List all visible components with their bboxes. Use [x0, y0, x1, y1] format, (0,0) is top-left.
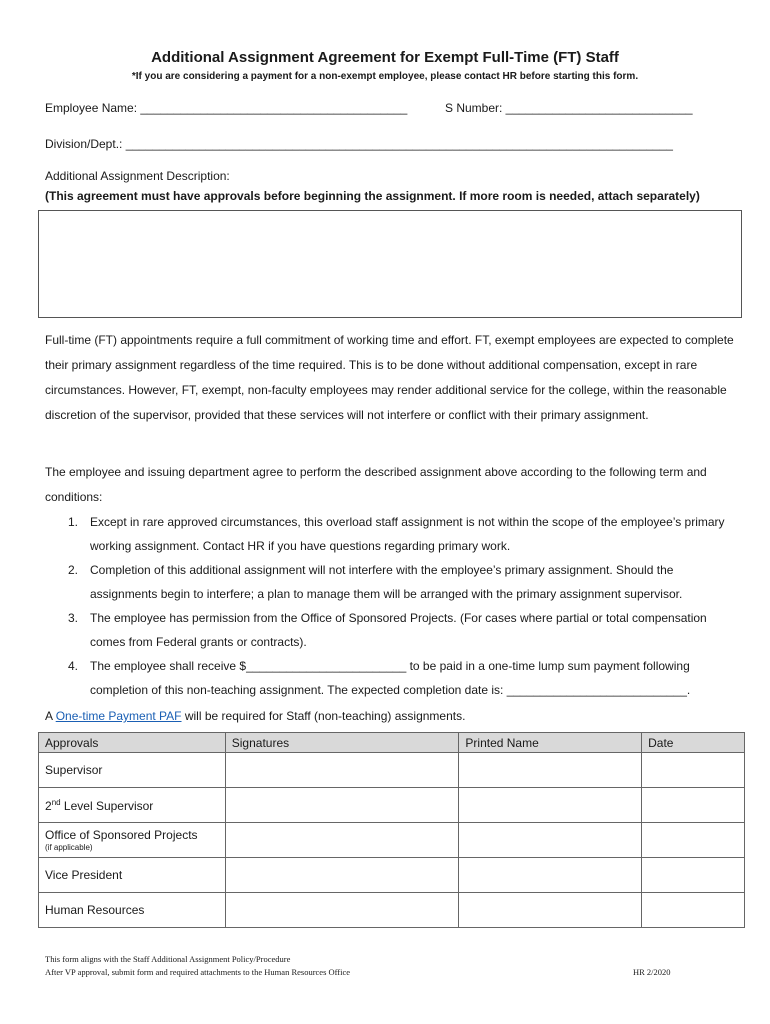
table-row — [39, 823, 745, 858]
printed-name-cell[interactable] — [459, 788, 642, 823]
division-field[interactable]: Division/Dept.: __________________________________________________________________________________ — [45, 137, 673, 151]
one-time-payment-paf-link[interactable]: One-time Payment PAF — [55, 709, 182, 723]
printed-name-cell[interactable] — [459, 858, 642, 893]
employee-name-field[interactable]: Employee Name: ________________________________________ — [45, 101, 408, 115]
role-suffix: Level Supervisor — [60, 798, 154, 813]
list-item — [45, 558, 735, 606]
approval-role — [39, 823, 226, 858]
list-item — [45, 606, 735, 654]
date-cell[interactable] — [642, 893, 745, 928]
signature-cell[interactable] — [225, 753, 459, 788]
role-note: (if applicable) — [45, 843, 93, 852]
term-text: Completion of this additional assignment will not interfere with the employee’s primary assignment. Should the assignments begin to interfere; a plan to manage them will be arranged with the primary assignment supervisor. — [90, 563, 683, 601]
intro-paragraph: Full-time (FT) appointments require a full commitment of working time and effort. FT, exempt employees are expected to complete their primary assignment regardless of the time required. This is to be done without additional compensation, except in rare circumstances. However, FT, exempt, non-faculty employees may render additional service for the college, within the reasonable discretion of the supervisor, provided that these services will not interfere or conflict with their primary assignment. — [45, 333, 734, 422]
table-row — [39, 893, 745, 928]
term-text: The employee shall receive $________________________ to be paid in a one-time lump sum payment following completion of this non-teaching assignment. The expected completion date is: ___________________________. — [90, 659, 691, 697]
date-cell[interactable] — [642, 753, 745, 788]
signature-cell[interactable] — [225, 858, 459, 893]
footer-form-code: HR 2/2020 — [633, 967, 671, 977]
table-row — [39, 753, 745, 788]
signature-cell[interactable] — [225, 823, 459, 858]
term-number: 3. — [68, 611, 79, 625]
assignment-description-note: (This agreement must have approvals before beginning the assignment. If more room is needed, attach separately) — [45, 189, 700, 203]
term-number: 1. — [68, 515, 79, 529]
paf-suffix: will be required for Staff (non-teaching) assignments. — [181, 709, 466, 723]
paf-note — [45, 709, 465, 723]
printed-name-cell[interactable] — [459, 753, 642, 788]
term-text: The employee has permission from the Office of Sponsored Projects. (For cases where partial or total compensation comes from Federal grants or contracts). — [90, 611, 707, 649]
date-cell[interactable] — [642, 858, 745, 893]
footer-submit-note: After VP approval, submit form and required attachments to the Human Resources Office — [45, 967, 351, 977]
role-label: Office of Sponsored Projects — [45, 828, 198, 842]
term-number: 2. — [68, 563, 79, 577]
approval-role: Human Resources — [39, 893, 226, 928]
header-signatures: Signatures — [225, 733, 459, 753]
agreement-paragraph: The employee and issuing department agree to perform the described assignment above according to the following term and conditions: — [45, 465, 707, 504]
printed-name-cell[interactable] — [459, 823, 642, 858]
printed-name-cell[interactable] — [459, 893, 642, 928]
assignment-description-box[interactable] — [38, 210, 742, 318]
header-printed-name: Printed Name — [459, 733, 642, 753]
terms-list — [45, 510, 735, 702]
approvals-table — [38, 732, 745, 928]
s-number-field[interactable]: S Number: ____________________________ — [445, 101, 693, 115]
role-superscript: nd — [51, 797, 61, 807]
date-cell[interactable] — [642, 823, 745, 858]
paf-prefix: A — [45, 709, 56, 723]
table-row — [39, 858, 745, 893]
footer-policy-note: This form aligns with the Staff Additional Assignment Policy/Procedure — [45, 954, 291, 964]
header-date: Date — [642, 733, 745, 753]
list-item — [45, 510, 735, 558]
approval-role: Vice President — [39, 858, 226, 893]
list-item — [45, 654, 735, 702]
approval-role: Supervisor — [39, 753, 226, 788]
header-approvals: Approvals — [39, 733, 226, 753]
signature-cell[interactable] — [225, 893, 459, 928]
page-title: Additional Assignment Agreement for Exempt Full-Time (FT) Staff — [151, 49, 619, 66]
table-row — [39, 788, 745, 823]
page-subtitle: *If you are considering a payment for a non-exempt employee, please contact HR before starting this form. — [131, 71, 639, 82]
table-header-row — [39, 733, 745, 753]
approval-role — [39, 788, 226, 823]
date-cell[interactable] — [642, 788, 745, 823]
role-prefix: 2 — [45, 798, 52, 813]
term-text: Except in rare approved circumstances, this overload staff assignment is not within the scope of the employee’s primary working assignment. Contact HR if you have questions regarding primary work. — [90, 515, 725, 553]
term-number: 4. — [68, 659, 79, 673]
assignment-description-label: Additional Assignment Description: — [45, 169, 230, 183]
signature-cell[interactable] — [225, 788, 459, 823]
